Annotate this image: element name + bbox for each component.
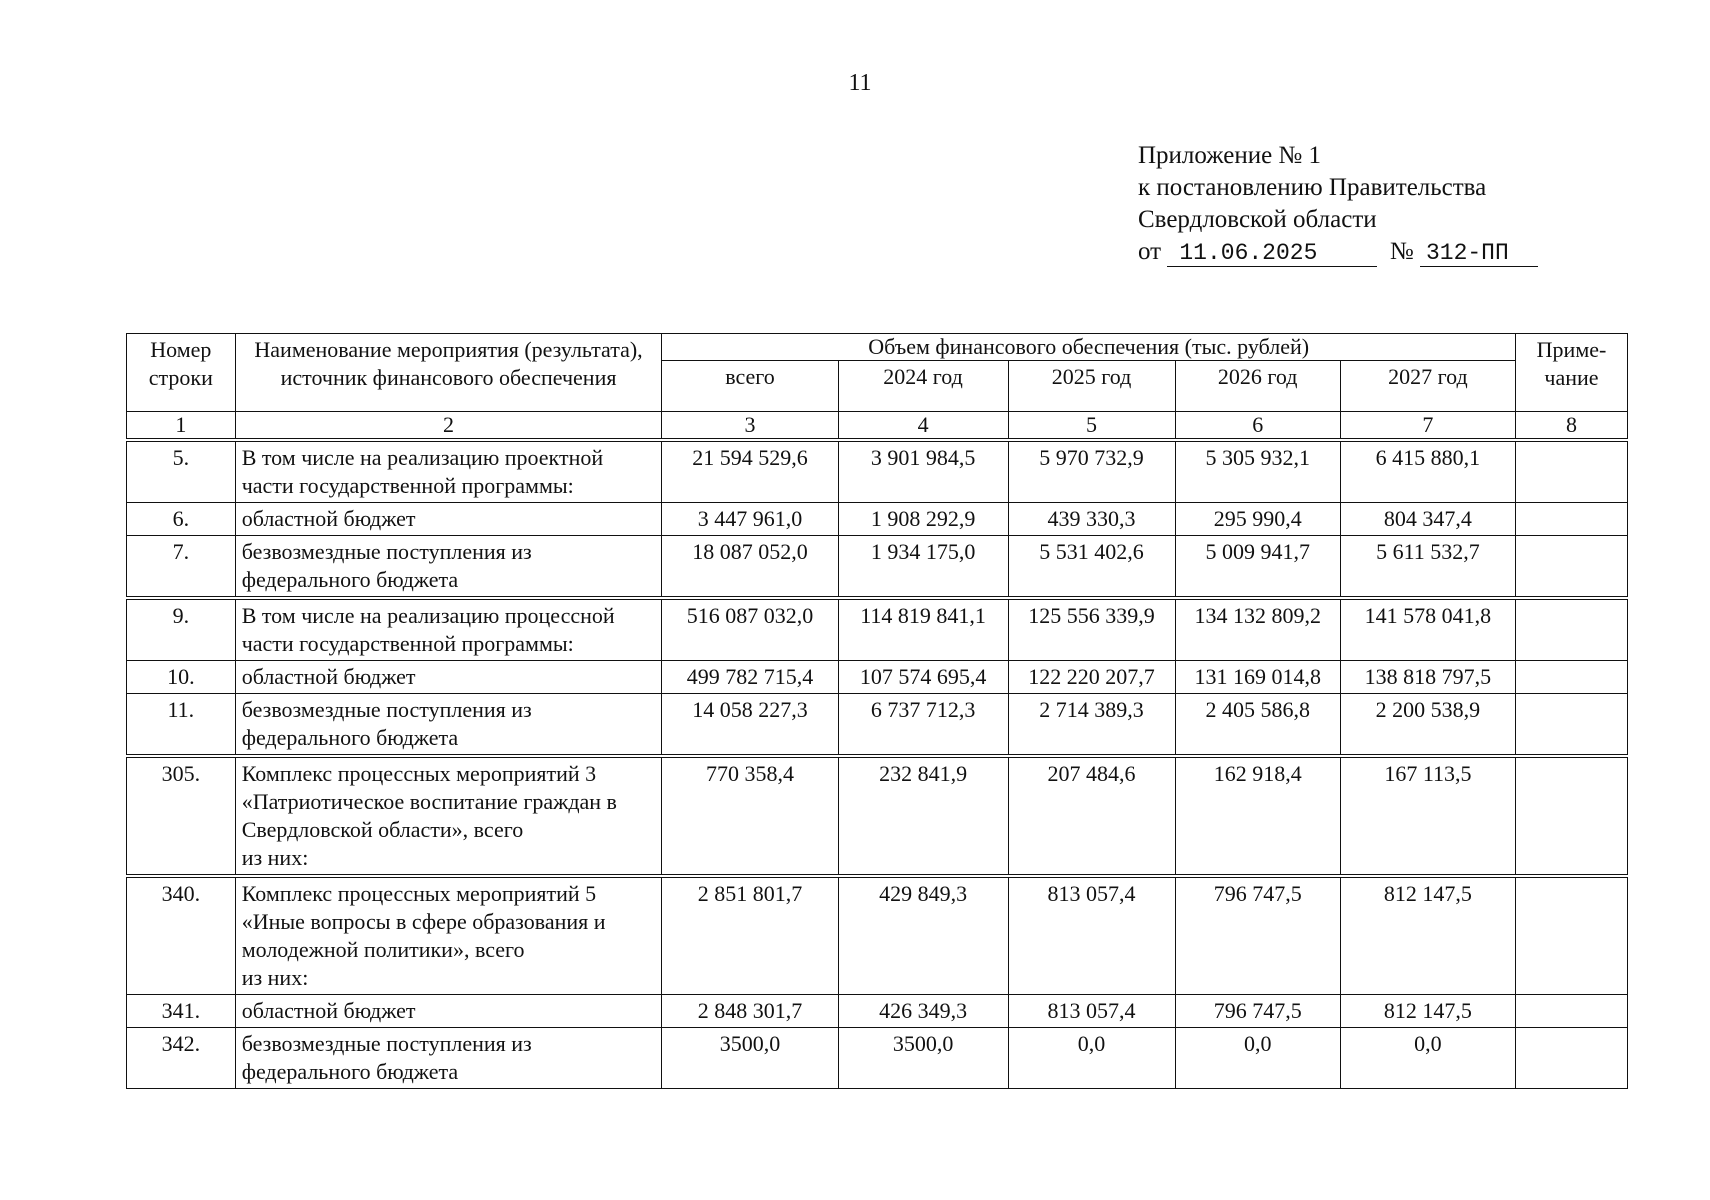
column-number: 7 bbox=[1340, 412, 1515, 439]
row-number: 340. bbox=[127, 878, 236, 995]
row-name: областной бюджет bbox=[235, 503, 662, 536]
cell-2025: 207 484,6 bbox=[1008, 758, 1175, 875]
row-name: В том числе на реализацию проектной части государственной программы: bbox=[235, 442, 662, 503]
cell-2026: 5 009 941,7 bbox=[1175, 536, 1340, 597]
header-note: Приме- чание bbox=[1516, 334, 1628, 412]
cell-2025: 2 714 389,3 bbox=[1008, 694, 1175, 755]
column-number: 3 bbox=[662, 412, 838, 439]
cell-2024: 426 349,3 bbox=[838, 995, 1008, 1028]
column-number: 4 bbox=[838, 412, 1008, 439]
cell-total: 2 851 801,7 bbox=[662, 878, 838, 995]
cell-2027: 0,0 bbox=[1340, 1028, 1515, 1089]
page-number: 11 bbox=[848, 70, 872, 96]
cell-2025: 125 556 339,9 bbox=[1008, 600, 1175, 661]
row-name-extra: из них: bbox=[241, 965, 309, 990]
cell-2026: 131 169 014,8 bbox=[1175, 661, 1340, 694]
appendix-line-2: к постановлению Правительства bbox=[1138, 174, 1487, 201]
cell-note bbox=[1516, 442, 1628, 503]
cell-2024: 429 849,3 bbox=[838, 878, 1008, 995]
header-row-number: Номер строки bbox=[127, 334, 236, 412]
cell-2026: 162 918,4 bbox=[1175, 758, 1340, 875]
cell-2027: 167 113,5 bbox=[1340, 758, 1515, 875]
row-name: безвозмездные поступления из федерального бюджета bbox=[235, 1028, 662, 1089]
cell-note bbox=[1516, 600, 1628, 661]
header-2025: 2025 год bbox=[1008, 361, 1175, 412]
financing-table bbox=[126, 333, 1628, 1089]
cell-note bbox=[1516, 1028, 1628, 1089]
row-name: областной бюджет bbox=[235, 661, 662, 694]
cell-total: 2 848 301,7 bbox=[662, 995, 838, 1028]
row-number: 342. bbox=[127, 1028, 236, 1089]
row-name: Комплекс процессных мероприятий 5 «Иные вопросы в сфере образования и молодежной политики», всего bbox=[241, 881, 606, 962]
row-name-cell bbox=[235, 878, 662, 995]
column-number: 6 bbox=[1175, 412, 1340, 439]
cell-2024: 114 819 841,1 bbox=[838, 600, 1008, 661]
row-name: Комплекс процессных мероприятий 3 «Патриотическое воспитание граждан в Свердловской области», всего bbox=[241, 761, 617, 842]
appendix-line-1: Приложение № 1 bbox=[1138, 142, 1322, 169]
row-number: 10. bbox=[127, 661, 236, 694]
cell-2024: 1 934 175,0 bbox=[838, 536, 1008, 597]
cell-note bbox=[1516, 536, 1628, 597]
cell-2025: 813 057,4 bbox=[1008, 995, 1175, 1028]
column-number: 2 bbox=[235, 412, 662, 439]
column-number: 5 bbox=[1008, 412, 1175, 439]
cell-2024: 1 908 292,9 bbox=[838, 503, 1008, 536]
table-row bbox=[127, 995, 1628, 1028]
cell-2027: 5 611 532,7 bbox=[1340, 536, 1515, 597]
cell-2027: 812 147,5 bbox=[1340, 878, 1515, 995]
date-prefix: от bbox=[1138, 238, 1162, 265]
cell-2024: 107 574 695,4 bbox=[838, 661, 1008, 694]
cell-2025: 439 330,3 bbox=[1008, 503, 1175, 536]
cell-2024: 3 901 984,5 bbox=[838, 442, 1008, 503]
table-row bbox=[127, 661, 1628, 694]
cell-note bbox=[1516, 995, 1628, 1028]
table-row bbox=[127, 694, 1628, 755]
cell-2026: 5 305 932,1 bbox=[1175, 442, 1340, 503]
header-2027: 2027 год bbox=[1340, 361, 1515, 412]
cell-2026: 2 405 586,8 bbox=[1175, 694, 1340, 755]
cell-2026: 295 990,4 bbox=[1175, 503, 1340, 536]
appendix-date-row bbox=[1138, 236, 1538, 268]
row-name-cell bbox=[235, 758, 662, 875]
header-total: всего bbox=[662, 361, 838, 412]
cell-note bbox=[1516, 661, 1628, 694]
cell-total: 499 782 715,4 bbox=[662, 661, 838, 694]
cell-total: 770 358,4 bbox=[662, 758, 838, 875]
cell-note bbox=[1516, 694, 1628, 755]
cell-2026: 0,0 bbox=[1175, 1028, 1340, 1089]
table-row bbox=[127, 600, 1628, 661]
column-number: 1 bbox=[127, 412, 236, 439]
cell-2027: 6 415 880,1 bbox=[1340, 442, 1515, 503]
row-name: безвозмездные поступления из федерального бюджета bbox=[235, 694, 662, 755]
row-name: областной бюджет bbox=[235, 995, 662, 1028]
row-number: 341. bbox=[127, 995, 236, 1028]
cell-2025: 813 057,4 bbox=[1008, 878, 1175, 995]
decree-number: 312-ПП bbox=[1420, 240, 1538, 267]
column-numbers-row bbox=[127, 412, 1628, 439]
cell-2027: 141 578 041,8 bbox=[1340, 600, 1515, 661]
cell-2024: 232 841,9 bbox=[838, 758, 1008, 875]
row-name: безвозмездные поступления из федерального бюджета bbox=[235, 536, 662, 597]
header-2026: 2026 год bbox=[1175, 361, 1340, 412]
table-row bbox=[127, 758, 1628, 875]
cell-2026: 796 747,5 bbox=[1175, 995, 1340, 1028]
cell-2025: 5 531 402,6 bbox=[1008, 536, 1175, 597]
cell-total: 21 594 529,6 bbox=[662, 442, 838, 503]
cell-total: 3 447 961,0 bbox=[662, 503, 838, 536]
cell-2025: 122 220 207,7 bbox=[1008, 661, 1175, 694]
header-name: Наименование мероприятия (результата), источник финансового обеспечения bbox=[235, 334, 662, 412]
cell-total: 14 058 227,3 bbox=[662, 694, 838, 755]
row-number: 5. bbox=[127, 442, 236, 503]
row-number: 6. bbox=[127, 503, 236, 536]
row-number: 7. bbox=[127, 536, 236, 597]
cell-2024: 3500,0 bbox=[838, 1028, 1008, 1089]
row-number: 11. bbox=[127, 694, 236, 755]
cell-2027: 2 200 538,9 bbox=[1340, 694, 1515, 755]
appendix-header bbox=[1138, 140, 1538, 268]
decree-date: 11.06.2025 bbox=[1167, 240, 1377, 267]
table-row bbox=[127, 503, 1628, 536]
cell-2026: 796 747,5 bbox=[1175, 878, 1340, 995]
appendix-line-3: Свердловской области bbox=[1138, 206, 1377, 233]
row-name-extra: из них: bbox=[241, 845, 309, 870]
table-row bbox=[127, 442, 1628, 503]
cell-2025: 5 970 732,9 bbox=[1008, 442, 1175, 503]
column-number: 8 bbox=[1516, 412, 1628, 439]
cell-2025: 0,0 bbox=[1008, 1028, 1175, 1089]
table-row bbox=[127, 536, 1628, 597]
cell-note bbox=[1516, 878, 1628, 995]
cell-total: 18 087 052,0 bbox=[662, 536, 838, 597]
cell-2024: 6 737 712,3 bbox=[838, 694, 1008, 755]
cell-2027: 138 818 797,5 bbox=[1340, 661, 1515, 694]
row-number: 305. bbox=[127, 758, 236, 875]
table-row bbox=[127, 878, 1628, 995]
cell-2027: 812 147,5 bbox=[1340, 995, 1515, 1028]
table-row bbox=[127, 1028, 1628, 1089]
row-number: 9. bbox=[127, 600, 236, 661]
row-name: В том числе на реализацию процессной части государственной программы: bbox=[235, 600, 662, 661]
cell-note bbox=[1516, 503, 1628, 536]
cell-note bbox=[1516, 758, 1628, 875]
cell-2027: 804 347,4 bbox=[1340, 503, 1515, 536]
header-volume: Объем финансового обеспечения (тыс. рублей) bbox=[662, 334, 1516, 361]
cell-total: 3500,0 bbox=[662, 1028, 838, 1089]
cell-total: 516 087 032,0 bbox=[662, 600, 838, 661]
header-2024: 2024 год bbox=[838, 361, 1008, 412]
number-prefix: № bbox=[1389, 238, 1414, 265]
cell-2026: 134 132 809,2 bbox=[1175, 600, 1340, 661]
